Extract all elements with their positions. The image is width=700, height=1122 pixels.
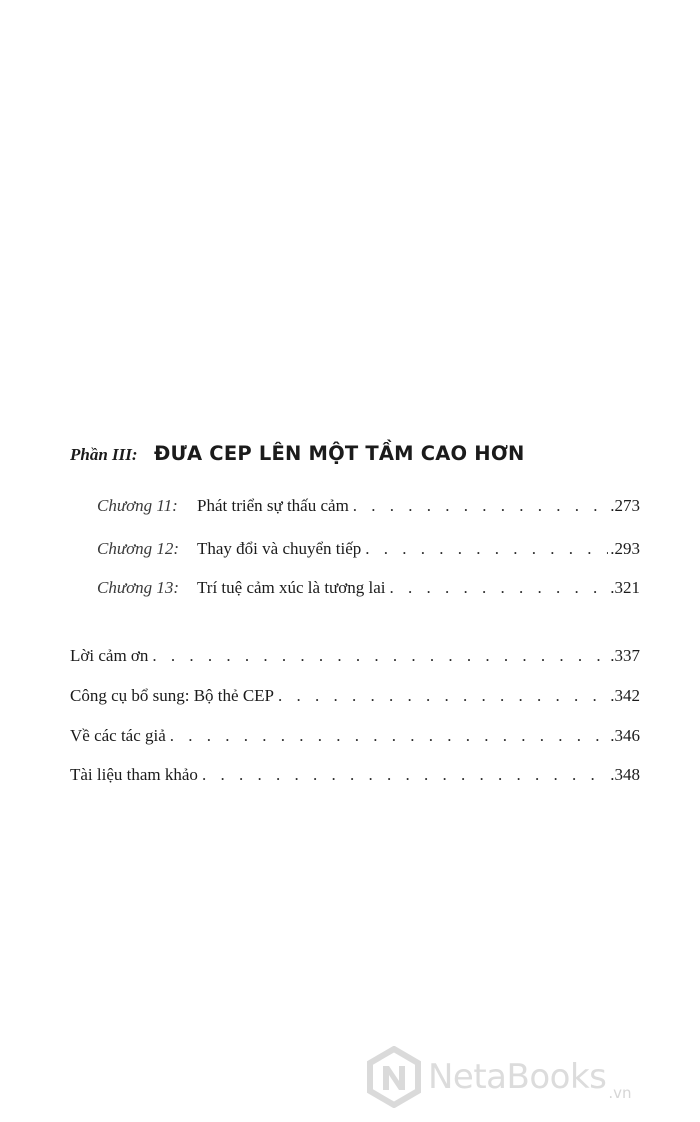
chapter-title: Thay đổi và chuyển tiếp [197, 539, 362, 558]
dot-leader [353, 496, 608, 516]
dot-leader [170, 726, 608, 746]
page-number: .321 [610, 578, 640, 597]
chapter-label: Chương 11: [97, 496, 178, 515]
part-label: Phần III: [70, 445, 138, 464]
toc-back-matter-entry [70, 726, 640, 746]
page-number: .337 [610, 646, 640, 665]
watermark-text: NetaBooks [428, 1057, 607, 1097]
entry-title: Lời cảm ơn [70, 646, 149, 665]
toc-chapter-entry [97, 578, 640, 598]
part-title: ĐƯA CEP LÊN MỘT TẦM CAO HƠN [154, 442, 525, 465]
entry-title: Tài liệu tham khảo [70, 765, 198, 784]
chapter-label: Chương 12: [97, 539, 180, 558]
part-heading [70, 442, 670, 465]
page-number: .273 [610, 496, 640, 515]
toc-chapter-entry [97, 496, 640, 516]
netabooks-watermark [366, 1046, 632, 1108]
dot-leader [390, 578, 609, 598]
toc-back-matter-entry [70, 686, 640, 706]
chapter-label: Chương 13: [97, 578, 180, 597]
page-number: .293 [610, 539, 640, 558]
toc-back-matter-entry [70, 646, 640, 666]
entry-title: Công cụ bổ sung: Bộ thẻ CEP [70, 686, 275, 705]
toc-back-matter-entry [70, 765, 640, 785]
dot-leader [202, 765, 608, 785]
toc-chapter-entry [97, 539, 640, 559]
netabooks-logo-icon [366, 1046, 422, 1108]
chapter-title: Trí tuệ cảm xúc là tương lai [197, 578, 386, 597]
chapter-title: Phát triển sự thấu cảm [197, 496, 349, 515]
page-number: .348 [610, 765, 640, 784]
watermark-suffix: .vn [608, 1084, 632, 1102]
dot-leader [152, 646, 608, 666]
page-number: .346 [610, 726, 640, 745]
dot-leader [365, 539, 608, 559]
page-number: .342 [610, 686, 640, 705]
dot-leader [278, 686, 608, 706]
entry-title: Về các tác giả [70, 726, 166, 745]
